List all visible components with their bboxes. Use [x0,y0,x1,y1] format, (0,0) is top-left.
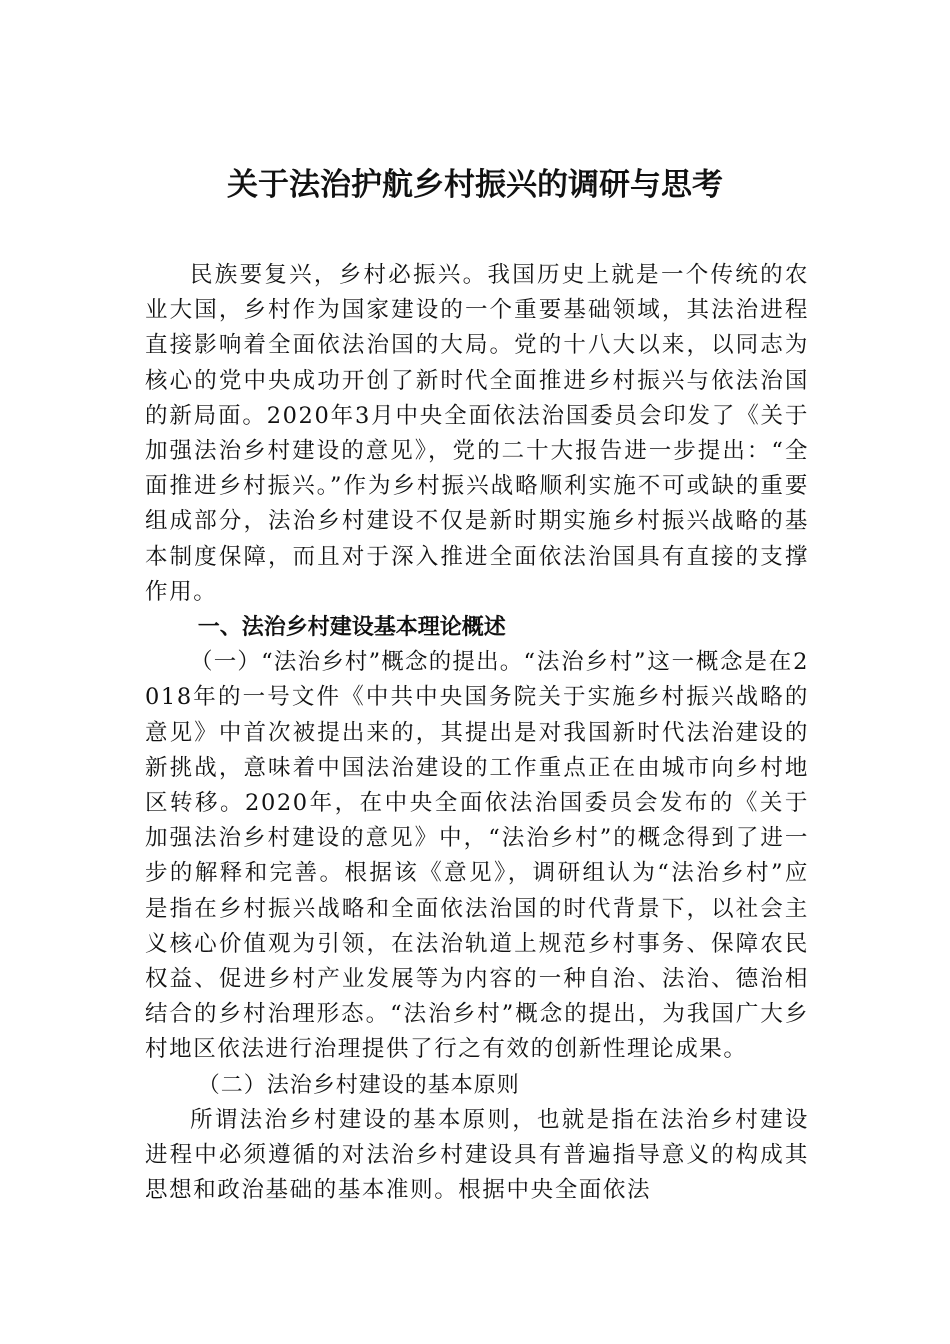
subsection-heading-2: （二）法治乡村建设的基本原则 [197,1072,520,1098]
document-title: 关于法治护航乡村振兴的调研与思考 [227,167,723,203]
intro-paragraph: 民族要复兴，乡村必振兴。我国历史上就是一个传统的农业大国，乡村作为国家建设的一个重要基础领域，其法治进程直接影响着全面依法治国的大局。党的十八大以来，以同志为核心的党中央成功开创了新时代全面推进乡村振兴与依法治国的新局面。2020年3月中央全面依法治国委员会印发了《关于加强法治乡村建设的意见》，党的二十大报告进一步提出：“全面推进乡村振兴。”作为乡村振兴战略顺利实施不可或缺的重要组成部分，法治乡村建设不仅是新时期实施乡村振兴战略的基本制度保障，而且对于深入推进全面依法治国具有直接的支撑作用。 [145,262,809,605]
subsection-1-paragraph [145,645,809,1067]
subsection-1-label: （一）“法治乡村”概念的提出。 [190,649,524,676]
document-body [145,258,809,1208]
subsection-2-paragraph: 所谓法治乡村建设的基本原则，也就是指在法治乡村建设进程中必须遵循的对法治乡村建设具有普遍指导意义的构成其思想和政治基础的基本准则。根据中央全面依法 [145,1106,809,1204]
subsection-1-text: “法治乡村”这一概念是在2018年的一号文件《中共中央国务院关于实施乡村振兴战略的意见》中首次被提出来的，其提出是对我国新时代法治建设的新挑战，意味着中国法治建设的工作重点正在由城市向乡村地区转移。2020年，在中央全面依法治国委员会发布的《关于加强法治乡村建设的意见》中，“法治乡村”的概念得到了进一步的解释和完善。根据该《意见》，调研组认为“法治乡村”应是指在乡村振兴战略和全面依法治国的时代背景下，以社会主义核心价值观为引领，在法治轨道上规范乡村事务、保障农民权益、促进乡村产业发展等为内容的一种自治、法治、德治相结合的乡村治理形态。“法治乡村”概念的提出，为我国广大乡村地区依法进行治理提供了行之有效的创新性理论成果。 [145,649,809,1063]
section-heading-1: 一、法治乡村建设基本理论概述 [197,614,506,641]
